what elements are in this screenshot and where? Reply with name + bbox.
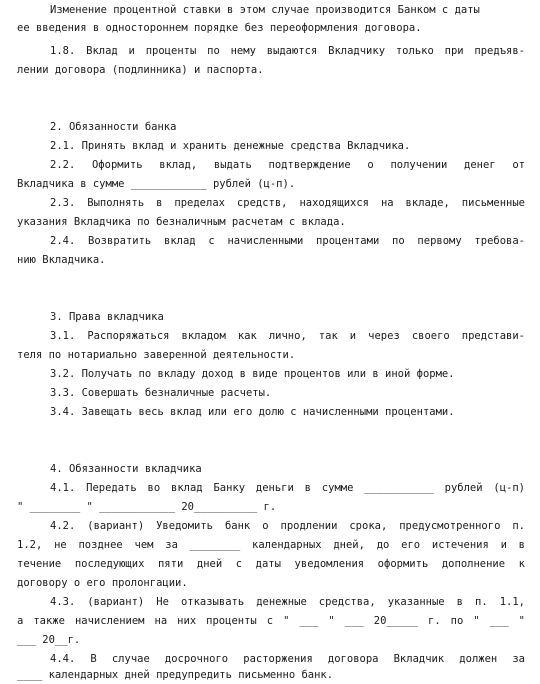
paragraph-line: 1.2, не позднее чем за ________ календарных дней, до его истечения и в	[17, 539, 525, 551]
clause-4-2: 4.2. (вариант) Уведомить банк о продлении срока, предусмотренного п.	[50, 520, 525, 532]
clause-4-4: 4.4. В случае досрочного расторжения договора Вкладчик должен за	[50, 653, 525, 665]
clause-3-4: 3.4. Завещать весь вклад или его долю с начисленными процентами.	[50, 406, 455, 418]
paragraph-line: договору о его пролонгации.	[17, 577, 188, 589]
clause-1-8: 1.8. Вклад и проценты по нему выдаются Вкладчику только при предъяв-	[50, 45, 525, 57]
paragraph-line: указания Вкладчика по безналичным расчетам с вклада.	[17, 216, 346, 228]
paragraph-line: " ________ " ____________ 20__________ г.	[17, 501, 277, 513]
section-4-heading: 4. Обязанности вкладчика	[50, 463, 202, 475]
clause-3-1: 3.1. Распоряжаться вкладом как лично, так и через своего представи-	[50, 330, 525, 342]
paragraph-line: Изменение процентной ставки в этом случае производится Банком с даты	[50, 4, 480, 16]
paragraph-line: нию Вкладчика.	[17, 254, 106, 266]
section-2-heading: 2. Обязанности банка	[50, 121, 177, 133]
section-3-heading: 3. Права вкладчика	[50, 311, 164, 323]
clause-2-2: 2.2. Оформить вклад, выдать подтверждение о получении денег от	[50, 159, 525, 171]
paragraph-line: ____ календарных дней предупредить письменно банк.	[17, 669, 334, 681]
paragraph-line: ее введения в одностороннем порядке без переоформления договора.	[17, 22, 422, 34]
clause-2-3: 2.3. Выполнять в пределах средств, находящихся на вкладе, письменные	[50, 197, 525, 209]
paragraph-line: Вкладчика в сумме ____________ рублей (ц-п).	[17, 178, 296, 190]
paragraph-line: а также начислением на них проценты с " ___ " ___ 20_____ г. по " ___ "	[17, 615, 525, 627]
clause-2-4: 2.4. Возвратить вклад с начисленными процентами по первому требова-	[50, 235, 525, 247]
clause-3-3: 3.3. Совершать безналичные расчеты.	[50, 387, 272, 399]
paragraph-line: ___ 20__г.	[17, 634, 81, 646]
clause-4-1: 4.1. Передать во вклад Банку деньги в сумме ___________ рублей (ц-п)	[50, 482, 525, 494]
paragraph-line: теля по нотариально заверенной деятельности.	[17, 349, 296, 361]
paragraph-line: лении договора (подлинника) и паспорта.	[17, 64, 264, 76]
paragraph-line: течение последующих пяти дней с даты уведомления оформить дополнение к	[17, 558, 525, 570]
clause-2-1: 2.1. Принять вклад и хранить денежные средства Вкладчика.	[50, 140, 411, 152]
clause-4-3: 4.3. (вариант) Не отказывать денежные средства, указанные в п. 1.1,	[50, 596, 525, 608]
clause-3-2: 3.2. Получать по вкладу доход в виде процентов или в иной форме.	[50, 368, 455, 380]
